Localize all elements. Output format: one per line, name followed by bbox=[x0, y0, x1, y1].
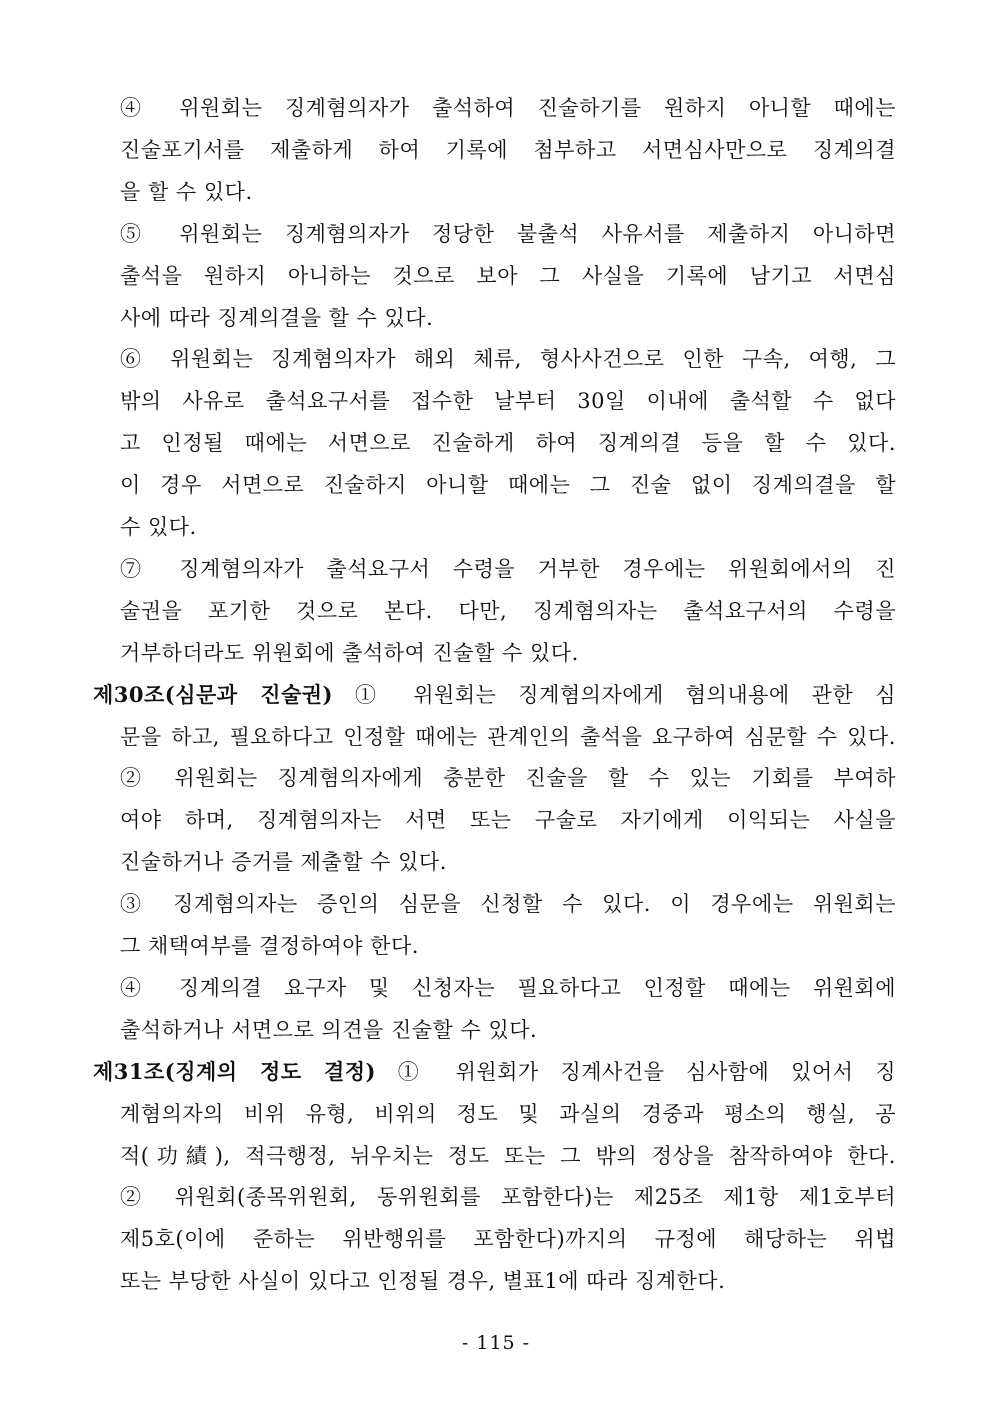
text-line bbox=[120, 1093, 896, 1135]
line-text: ② 위원회(종목위원회, 동위원회를 포함한다)는 제25조 제1항 제1호부터 bbox=[120, 1185, 896, 1209]
line-text: 또는 부당한 사실이 있다고 인정될 경우, 별표1에 따라 징계한다. bbox=[120, 1269, 726, 1293]
text-line bbox=[120, 1135, 896, 1177]
text-line bbox=[120, 338, 896, 380]
text-line bbox=[120, 297, 896, 339]
text-line bbox=[120, 87, 896, 129]
line-text: 출석을 원하지 아니하는 것으로 보아 그 사실을 기록에 남기고 서면심 bbox=[120, 264, 896, 288]
text-line bbox=[120, 883, 896, 925]
text-line bbox=[120, 548, 896, 590]
line-text: ⑦ 징계혐의자가 출석요구서 수령을 거부한 경우에는 위원회에서의 진 bbox=[120, 557, 896, 581]
line-text: ① 위원회는 징계혐의자에게 혐의내용에 관한 심 bbox=[332, 683, 896, 707]
line-text: 술권을 포기한 것으로 본다. 다만, 징계혐의자는 출석요구서의 수령을 bbox=[120, 599, 896, 623]
line-text: ④ 위원회는 징계혐의자가 출석하여 진술하기를 원하지 아니할 때에는 bbox=[120, 96, 896, 120]
text-line bbox=[120, 464, 896, 506]
line-text: ② 위원회는 징계혐의자에게 충분한 진술을 할 수 있는 기회를 부여하 bbox=[120, 766, 896, 790]
line-text: 제5호(이에 준하는 위반행위를 포함한다)까지의 규정에 해당하는 위법 bbox=[120, 1227, 896, 1251]
text-line bbox=[120, 632, 896, 674]
line-text: ① 위원회가 징계사건을 심사함에 있어서 징 bbox=[375, 1060, 896, 1084]
line-text: 진술하거나 증거를 제출할 수 있다. bbox=[120, 850, 447, 874]
line-text: ⑤ 위원회는 징계혐의자가 정당한 불출석 사유서를 제출하지 아니하면 bbox=[120, 222, 896, 246]
line-text: ③ 징계혐의자는 증인의 심문을 신청할 수 있다. 이 경우에는 위원회는 bbox=[120, 892, 896, 916]
text-line bbox=[120, 1218, 896, 1260]
article-heading: 제31조(징계의 정도 결정) bbox=[93, 1059, 376, 1084]
text-line bbox=[120, 1260, 896, 1302]
text-line bbox=[120, 506, 896, 548]
line-text: 수 있다. bbox=[120, 515, 197, 539]
text-line bbox=[120, 967, 896, 1009]
line-text: ⑥ 위원회는 징계혐의자가 해외 체류, 형사사건으로 인한 구속, 여행, 그 bbox=[120, 347, 896, 371]
line-text: 여야 하며, 징계혐의자는 서면 또는 구술로 자기에게 이익되는 사실을 bbox=[120, 808, 896, 832]
text-line bbox=[120, 255, 896, 297]
line-text: 그 채택여부를 결정하여야 한다. bbox=[120, 934, 419, 958]
line-text: 사에 따라 징계의결을 할 수 있다. bbox=[120, 306, 434, 330]
line-text: 진술포기서를 제출하게 하여 기록에 첨부하고 서면심사만으로 징계의결 bbox=[120, 138, 896, 162]
line-text: 문을 하고, 필요하다고 인정할 때에는 관계인의 출석을 요구하여 심문할 수 있다. bbox=[120, 725, 896, 749]
text-line bbox=[120, 380, 896, 422]
line-text: ④ 징계의결 요구자 및 신청자는 필요하다고 인정할 때에는 위원회에 bbox=[120, 976, 896, 1000]
line-text: 밖의 사유로 출석요구서를 접수한 날부터 30일 이내에 출석할 수 없다 bbox=[120, 389, 896, 413]
text-line bbox=[120, 1176, 896, 1218]
text-line bbox=[120, 422, 896, 464]
line-text: 거부하더라도 위원회에 출석하여 진술할 수 있다. bbox=[120, 641, 579, 665]
text-line bbox=[120, 925, 896, 967]
article-heading: 제30조(심문과 진술권) bbox=[93, 682, 333, 707]
line-text: 고 인정될 때에는 서면으로 진술하게 하여 징계의결 등을 할 수 있다. bbox=[120, 431, 896, 455]
text-line bbox=[120, 757, 896, 799]
line-text: 계혐의자의 비위 유형, 비위의 정도 및 과실의 경중과 평소의 행실, 공 bbox=[120, 1102, 896, 1126]
article-heading-line bbox=[93, 674, 896, 716]
article-heading-line bbox=[93, 1051, 896, 1093]
text-line bbox=[120, 590, 896, 632]
line-text: 출석하거나 서면으로 의견을 진술할 수 있다. bbox=[120, 1018, 538, 1042]
text-line bbox=[120, 716, 896, 758]
text-line bbox=[120, 171, 896, 213]
line-text: 이 경우 서면으로 진술하지 아니할 때에는 그 진술 없이 징계의결을 할 bbox=[120, 473, 896, 497]
text-line bbox=[120, 799, 896, 841]
text-line bbox=[120, 129, 896, 171]
text-line bbox=[120, 841, 896, 883]
line-text: 적(功績), 적극행정, 뉘우치는 정도 또는 그 밖의 정상을 참작하여야 한다. bbox=[120, 1144, 896, 1168]
line-text: 을 할 수 있다. bbox=[120, 180, 253, 204]
page-number: - 115 - bbox=[461, 1332, 531, 1354]
text-line bbox=[120, 213, 896, 255]
text-line bbox=[120, 1009, 896, 1051]
